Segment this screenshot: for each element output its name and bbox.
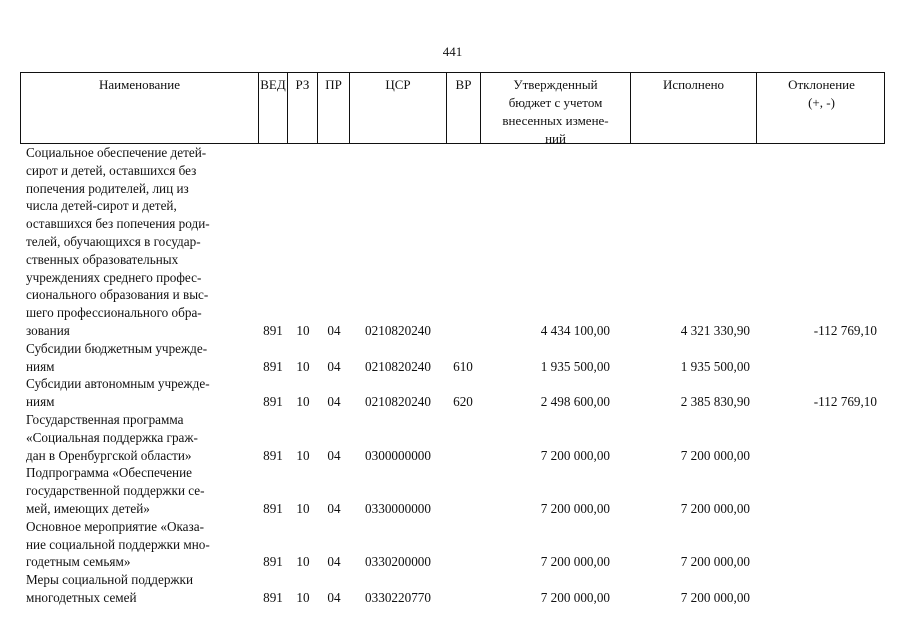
cell-pr: 04 [327, 323, 341, 338]
row-name-line: Социальное обеспечение детей- [26, 145, 207, 160]
header-name-label: Наименование [99, 77, 180, 92]
cell-csr: 0210820240 [365, 394, 431, 410]
header-vr-label: ВР [455, 77, 472, 92]
row-name-line: учреждениях среднего профес- [26, 269, 202, 285]
cell-done: 7 200 000,00 [680, 589, 750, 605]
cell-done: 7 200 000,00 [680, 447, 750, 463]
cell-ved: 891 [263, 500, 283, 516]
cell-pr: 04 [327, 358, 341, 374]
header-ved-label: ВЕД [260, 77, 286, 92]
table-row [20, 571, 885, 607]
cell-done: 7 200 000,00 [680, 554, 750, 570]
page-number: 441 [442, 44, 463, 59]
cell-plan: 2 498 600,00 [540, 394, 610, 410]
cell-rz: 10 [296, 358, 310, 374]
row-name-line: ниям [26, 358, 55, 374]
cell-done: 2 385 830,90 [680, 394, 750, 410]
cell-ved: 891 [263, 323, 283, 338]
row-name-line: ственных образовательных [26, 251, 179, 267]
cell-plan: 7 200 000,00 [540, 589, 610, 605]
cell-csr: 0300000000 [365, 447, 431, 463]
row-name-line: числа детей-сирот и детей, [26, 198, 177, 214]
cell-plan: 1 935 500,00 [540, 358, 610, 374]
table-header [20, 72, 885, 144]
cell-pr: 04 [327, 394, 341, 410]
row-name-line: зования [26, 322, 70, 338]
row-name-line: мей, имеющих детей» [26, 500, 150, 516]
cell-pr: 04 [327, 447, 341, 463]
row-name-line: сирот и детей, оставшихся без [26, 162, 197, 178]
table-row [20, 518, 885, 571]
cell-plan: 7 200 000,00 [540, 447, 610, 463]
row-name [26, 375, 258, 411]
cell-done: 4 321 330,90 [680, 323, 750, 338]
cell-done: 7 200 000,00 [680, 500, 750, 516]
row-name-line: «Социальная поддержка граж- [26, 429, 198, 445]
header-plan-line: бюджет с учетом [508, 95, 603, 110]
row-name-line: Основное мероприятие «Оказа- [26, 518, 204, 534]
cell-plan: 4 434 100,00 [540, 323, 610, 338]
row-name-line: многодетных семей [26, 589, 137, 605]
row-name-line: Подпрограмма «Обеспечение [26, 465, 193, 481]
row-name [26, 464, 258, 517]
cell-ved: 891 [263, 554, 283, 570]
row-name [26, 411, 258, 464]
header-plan [481, 73, 631, 146]
cell-pr: 04 [327, 554, 341, 570]
cell-dev: -112 769,10 [813, 323, 877, 338]
table-row [20, 464, 885, 517]
header-deviation-line: Отклонение [788, 77, 855, 92]
header-pr-label: ПР [325, 77, 342, 92]
cell-ved: 891 [263, 358, 283, 374]
cell-rz: 10 [296, 554, 310, 570]
table-row [20, 375, 885, 411]
row-name-line: Субсидии автономным учрежде- [26, 376, 210, 392]
header-ved [259, 73, 288, 143]
header-rz [288, 73, 318, 143]
header-csr [350, 73, 447, 143]
cell-ved: 891 [263, 394, 283, 410]
row-name-line: ние социальной поддержки мно- [26, 536, 210, 552]
cell-csr: 0330000000 [365, 500, 431, 516]
header-plan-line: Утвержденный [513, 77, 598, 92]
cell-rz: 10 [296, 500, 310, 516]
row-name-line: годетным семьям» [26, 554, 131, 570]
row-name [26, 571, 258, 607]
cell-csr: 0330220770 [365, 589, 431, 605]
cell-ved: 891 [263, 589, 283, 605]
header-rz-label: РЗ [295, 77, 310, 92]
row-name-line: сионального образования и выс- [26, 287, 209, 303]
row-name-line: дан в Оренбургской области» [26, 447, 192, 463]
header-csr-label: ЦСР [385, 77, 411, 92]
cell-dev: -112 769,10 [813, 394, 877, 410]
row-name-line: попечения родителей, лиц из [26, 180, 189, 196]
cell-rz: 10 [296, 323, 310, 338]
cell-pr: 04 [327, 500, 341, 516]
cell-vr: 610 [453, 358, 473, 374]
row-name-line: государственной поддержки се- [26, 483, 205, 499]
cell-csr: 0210820240 [365, 323, 431, 338]
cell-pr: 04 [327, 589, 341, 605]
row-name [26, 340, 258, 376]
row-name-line: Государственная программа [26, 412, 184, 427]
cell-done: 1 935 500,00 [680, 358, 750, 374]
row-name-line: Субсидии бюджетным учрежде- [26, 340, 208, 356]
header-vr [447, 73, 481, 143]
header-deviation [757, 73, 886, 143]
row-name-line: оставшихся без попечения роди- [26, 216, 210, 232]
header-pr [318, 73, 350, 143]
row-name-line: ниям [26, 394, 55, 410]
header-plan-line: внесенных измене- [502, 113, 609, 128]
table-row [20, 340, 885, 376]
row-name [26, 518, 258, 571]
cell-vr: 620 [453, 394, 473, 410]
cell-csr: 0330200000 [365, 554, 431, 570]
row-name-line: шего профессионального обра- [26, 305, 202, 321]
cell-rz: 10 [296, 394, 310, 410]
header-name [21, 73, 259, 143]
cell-plan: 7 200 000,00 [540, 554, 610, 570]
cell-rz: 10 [296, 589, 310, 605]
row-name-line: Меры социальной поддержки [26, 572, 194, 588]
header-plan-line: ний [545, 131, 566, 146]
cell-ved: 891 [263, 447, 283, 463]
cell-plan: 7 200 000,00 [540, 500, 610, 516]
table-row [20, 411, 885, 464]
cell-csr: 0210820240 [365, 358, 431, 374]
row-name-line: телей, обучающихся в государ- [26, 233, 201, 249]
cell-rz: 10 [296, 447, 310, 463]
header-deviation-line: (+, -) [808, 95, 835, 110]
header-done [631, 73, 757, 143]
table-row [20, 144, 885, 340]
header-done-label: Исполнено [662, 77, 725, 92]
row-name [26, 144, 258, 340]
